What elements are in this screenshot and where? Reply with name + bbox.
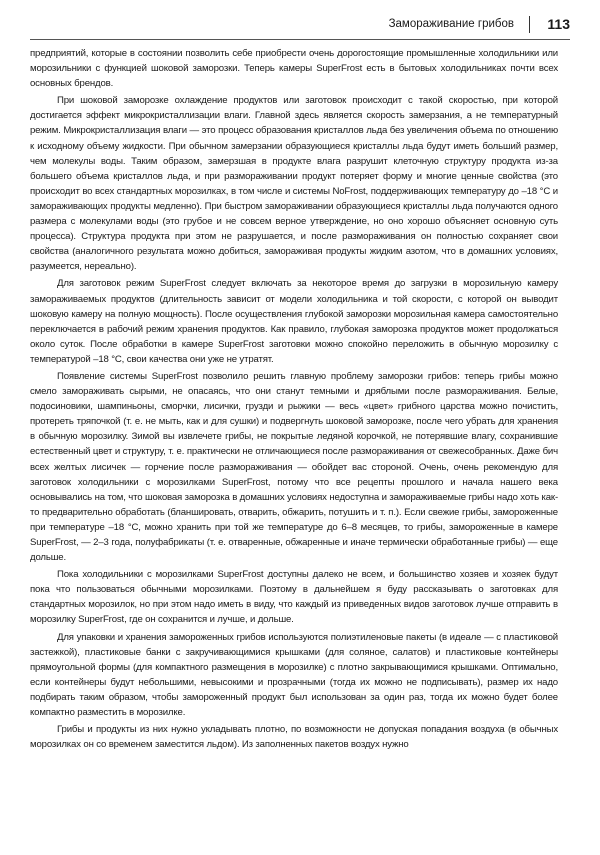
paragraph: Для заготовок режим SuperFrost следует включать за некоторое время до загрузки в морозильную камеру замораживаемых продуктов (длительность зависит от модели холодильника и той скорости, с которой он выводит шоковую камеру на полную мощность). После осуществления глубокой заморозки морозильная камера самостоятельно переключается в рабочий режим хранения продуктов. Как правило, глубокая заморозка продуктов может продолжаться около суток. После обработки в камере SuperFrost заготовки можно спокойно переложить в обычную морозилку с температурой –18 °С, свои качества они уже не утратят. — [30, 278, 558, 365]
section-title: Замораживание грибов — [388, 18, 514, 30]
body-text — [30, 46, 558, 752]
paragraph: Для упаковки и хранения замороженных грибов используются полиэтиленовые пакеты (в идеале — с пластиковой застежкой), пластиковые банки с закручивающимися крышками (для соляное, салатов) и пластиковые контейнеры прямоугольной формы (для компактного размещения в морозилке) с плотно закрывающимися крышками. Оптимально, если контейнеры будут небольшими, невысокими и прозрачными (тогда их можно не подписывать), размер их надо подбирать таким образом, чтобы замороженный продукт был использован за один раз, тогда их можно будет более компактно разместить в морозилке. — [30, 631, 558, 719]
header-separator — [529, 16, 530, 33]
paragraph: Появление системы SuperFrost позволило решить главную проблему заморозки грибов: теперь грибы можно смело замораживать сырыми, не опасаясь, что они станут темными и дряблыми после размораживания. Белые, подосиновики, шампиньоны, сморчки, лисички, грузди и рыжики — весь «цвет» грибного царства можно почистить, протереть тряпочкой (т. е. не мыть, как и для сушки) и подвергнуть шоковой заморозке, после чего убрать для хранения в обычную морозилку. Зимой вы извлечете грибы, не покрытые ледяной корочкой, не потерявшие влагу, сохранившие естественный цвет и структуру, т. е. практически не отличающиеся после размораживания от свежесобранных. Даже бич всех желтых лисичек — горчение после размораживания — обойдет вас стороной. Очень, очень рекомендую для заготовок холодильники с морозилками SuperFrost, потому что все рецепты прошлого и начала нашего века основывались на том, что шоковая заморозка в домашних условиях недоступна и замораживаемые грибы надо хоть как-то предварительно обработать (бланшировать, отварить, обжарить, потушить и т. п.). Если свежие грибы, замороженные при температуре –18 °С, можно хранить при той же температуре до 6–8 месяцев, то грибы, замороженные в камере SuperFrost, — 2–3 года, полуфабрикаты (т. е. отваренные, обжаренные и иначе термически обработанные грибы) — еще дольше. — [30, 370, 558, 564]
paragraph: При шоковой заморозке охлаждение продуктов или заготовок происходит с такой скоростью, при которой достигается эффект микрокристаллизации влаги. Главной здесь является скорость замерзания, а не температурный режим. Микрокристаллизация влаги — это процесс образования кристаллов льда без увеличения объема по отношению к исходному объему жидкости. При обычном замерзании образующиеся кристаллы льда будут иметь больший размер, чем молекулы воды. Таким образом, замерзшая в продукте влага разрушит клеточную структуру продукта из-за большего объема кристаллов льда, и при размораживании продукт потеряет форму и многие ценные свойства (это происходит во всех стандартных морозилках, в том числе и системы NoFrost, поддерживающих температуру до –18 °С и замораживающих продукты медленно). При быстром замораживании образующиеся кристаллы льда получаются одного размера с молекулами воды (это грубое и не совсем верное утверждение, но оно хорошо объясняет основную суть процесса). Структура продукта при этом не разрушается, и после размораживания он полностью сохраняет свои свойства (аналогичного результата можно добиться, замораживая продукты жидким азотом, что в домашних условиях, разумеется, нереально). — [30, 95, 558, 273]
header-rule — [30, 39, 570, 40]
paragraph: Грибы и продукты из них нужно укладывать плотно, по возможности не допуская попадания воздуха (в обычных морозилках он со временем заместится льдом). Из заполненных пакетов воздух нужно — [30, 724, 558, 751]
running-header — [30, 15, 570, 39]
paragraph: Пока холодильники с морозилками SuperFrost доступны далеко не всем, и большинство хозяев и хозяек будут пока что пользоваться обычными морозилками. Поэтому в дальнейшем я буду рассказывать о заготовках для стандартных морозилок, но при этом надо иметь в виду, что каждый из приведенных видов заготовок лучше отправить в морозилку SuperFrost, где он сохранится и лучше, и дольше. — [30, 569, 558, 626]
paragraph: предприятий, которые в состоянии позволить себе приобрести очень дорогостоящие промышленные холодильники или морозильники с функцией шоковой заморозки. Теперь камеры SuperFrost есть в бытовых холодильниках почти всех основных брендов. — [30, 48, 558, 90]
page-number: 113 — [547, 16, 570, 32]
